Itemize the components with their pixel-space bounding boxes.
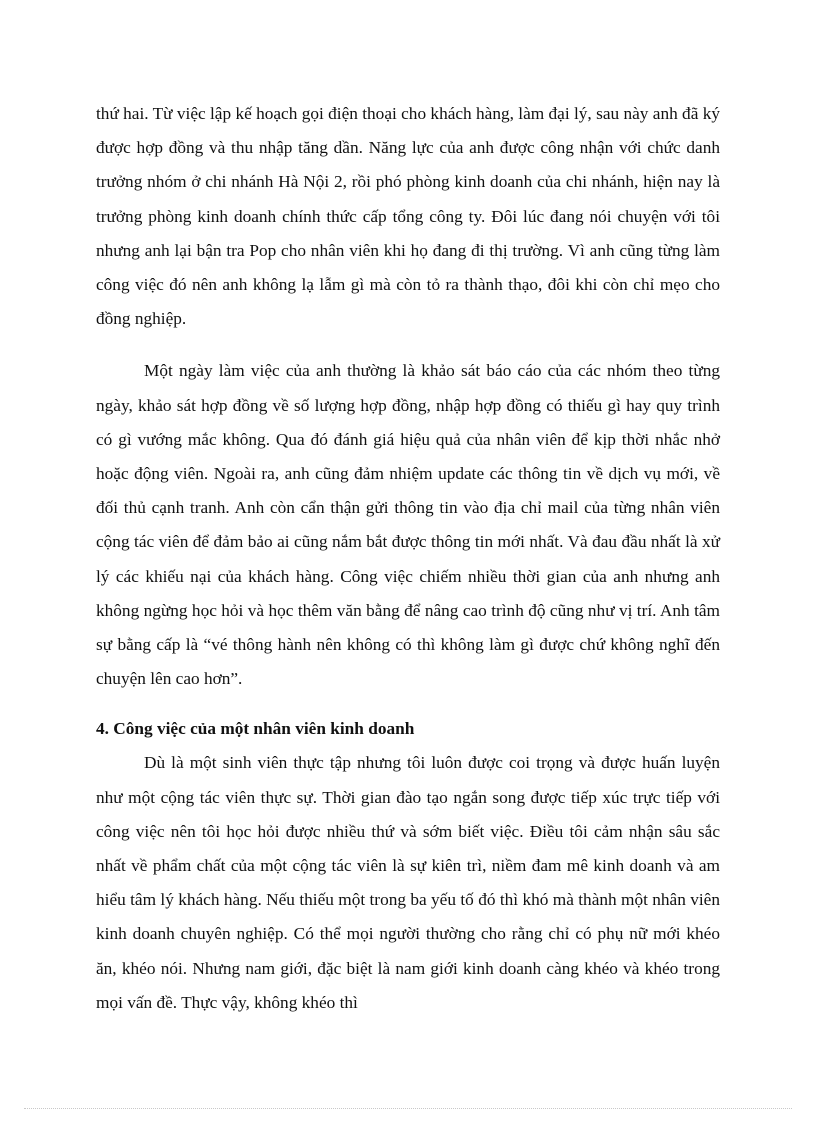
document-body [96,97,720,1020]
section-heading: 4. Công việc của một nhân viên kinh doanh [96,719,415,739]
paragraph-continuation: thứ hai. Từ việc lập kế hoạch gọi điện thoại cho khách hàng, làm đại lý, sau này anh đã ký được hợp đồng và thu nhập tăng dần. Năng lực của anh được công nhận với chức danh trưởng nhóm ở chi nhánh Hà Nội 2, rồi phó phòng kinh doanh của chi nhánh, hiện nay là trưởng phòng kinh doanh chính thức cấp tổng công ty. Đôi lúc đang nói chuyện với tôi nhưng anh lại bận tra Pop cho nhân viên khi họ đang đi thị trường. Vì anh cũng từng làm công việc đó nên anh không lạ lẫm gì mà còn tỏ ra thành thạo, đôi khi còn chỉ mẹo cho đồng nghiệp. [96,104,720,329]
paragraph-spacer [96,336,720,354]
section-heading-wrap [96,712,720,746]
paragraph-sales-staff: Dù là một sinh viên thực tập nhưng tôi luôn được coi trọng và được huấn luyện như một cộng tác viên thực sự. Thời gian đào tạo ngắn song được tiếp xúc trực tiếp với công việc nên tôi học hỏi được nhiều thứ và sớm biết việc. Điều tôi cảm nhận sâu sắc nhất về phẩm chất của một cộng tác viên là sự kiên trì, niềm đam mê kinh doanh và am hiểu tâm lý khách hàng. Nếu thiếu một trong ba yếu tố đó thì khó mà thành một nhân viên kinh doanh chuyên nghiệp. Có thể mọi người thường cho rằng chỉ có phụ nữ mới khéo ăn, khéo nói. Nhưng nam giới, đặc biệt là nam giới kinh doanh càng khéo và khéo trong mọi vấn đề. Thực vậy, không khéo thì [96,753,720,1012]
page-bottom-divider [24,1108,792,1109]
paragraph-daily-work: Một ngày làm việc của anh thường là khảo sát báo cáo của các nhóm theo từng ngày, khảo sát hợp đồng về số lượng hợp đồng, nhập hợp đồng có thiếu gì hay quy trình có gì vướng mắc không. Qua đó đánh giá hiệu quả của nhân viên để kịp thời nhắc nhở hoặc động viên. Ngoài ra, anh cũng đảm nhiệm update các thông tin về dịch vụ mới, về đối thủ cạnh tranh. Anh còn cẩn thận gửi thông tin vào địa chỉ mail của từng nhân viên cộng tác viên để đảm bảo ai cũng nắm bắt được thông tin mới nhất. Và đau đầu nhất là xử lý các khiếu nại của khách hàng. Công việc chiếm nhiều thời gian của anh nhưng anh không ngừng học hỏi và học thêm văn bằng để nâng cao trình độ cũng như vị trí. Anh tâm sự bằng cấp là “vé thông hành nên không có thì không làm gì được chứ không nghĩ đến chuyện lên cao hơn”. [96,361,720,689]
